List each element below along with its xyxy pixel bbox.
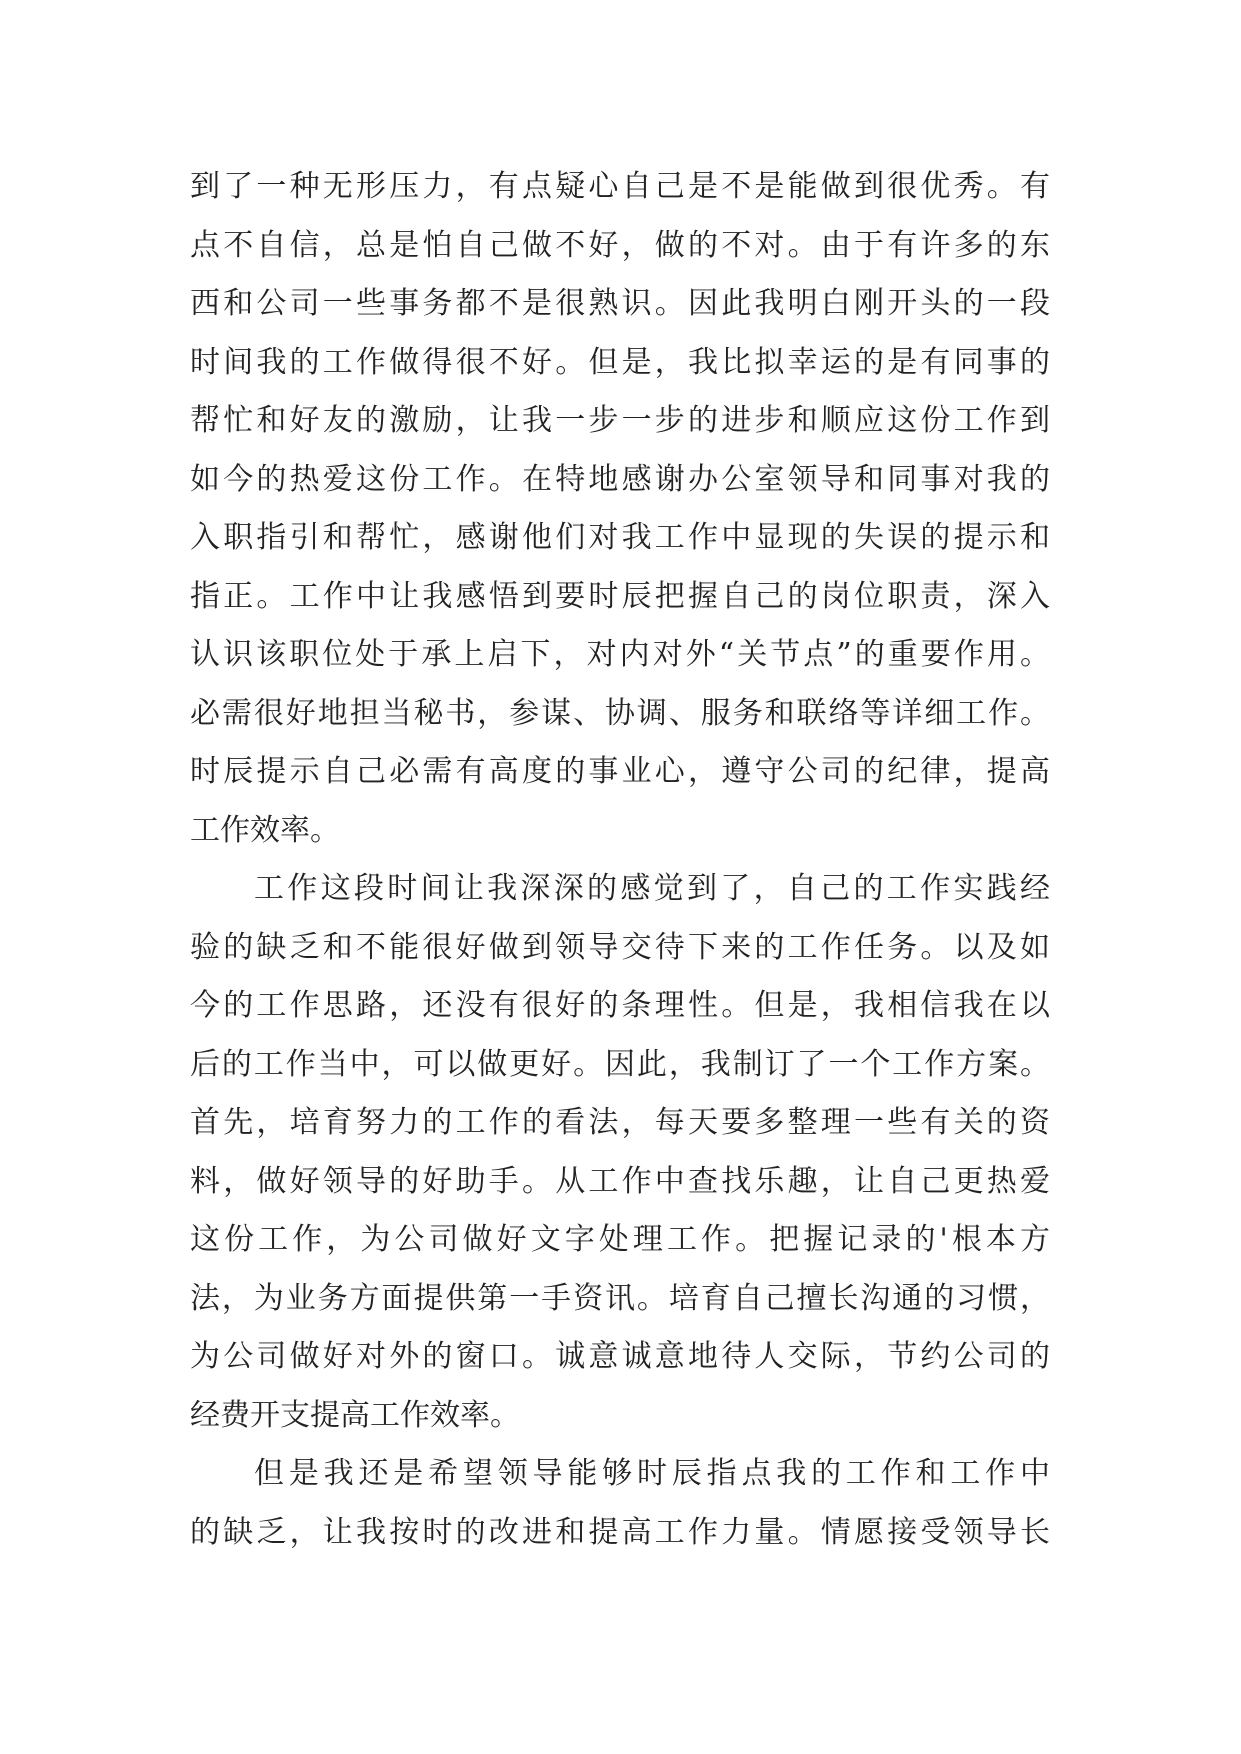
text-line: 后的工作当中，可以做更好。因此，我制订了一个工作方案。 [190,1046,1050,1082]
text-line: 这份工作，为公司做好文字处理工作。把握记录的'根本方 [190,1222,1050,1257]
text-line: 但是我还是希望领导能够时辰指点我的工作和工作中 [254,1456,1050,1491]
text-line: 法，为业务方面提供第一手资讯。培育自己擅长沟通的习惯， [190,1280,1050,1316]
text-line: 工作这段时间让我深深的感觉到了，自己的工作实践经 [254,871,1050,906]
text-line: 经费开支提高工作效率。 [190,1397,520,1433]
text-line: 首先，培育努力的工作的看法，每天要多整理一些有关的资 [190,1105,1050,1140]
text-line: 帮忙和好友的激励，让我一步一步的进步和顺应这份工作到 [190,403,1050,438]
text-line: 到了一种无形压力，有点疑心自己是不是能做到很优秀。有 [190,169,1050,204]
text-line: 西和公司一些事务都不是很熟识。因此我明白刚开头的一段 [190,286,1050,321]
text-line: 料，做好领导的好助手。从工作中查找乐趣，让自己更热爱 [190,1163,1050,1199]
text-line: 入职指引和帮忙，感谢他们对我工作中显现的失误的提示和 [190,520,1050,555]
text-line: 时间我的工作做得很不好。但是，我比拟幸运的是有同事的 [190,344,1050,380]
text-line: 为公司做好对外的窗口。诚意诚意地待人交际，节约公司的 [190,1339,1050,1374]
text-line: 点不自信，总是怕自己做不好，做的不对。由于有许多的东 [190,227,1050,263]
text-line: 认识该职位处于承上启下，对内对外“关节点”的重要作用。 [190,637,1050,672]
text-line: 的缺乏，让我按时的改进和提高工作力量。情愿接受领导长 [190,1514,1050,1550]
text-line: 验的缺乏和不能很好做到领导交待下来的工作任务。以及如 [190,929,1050,965]
text-line: 指正。工作中让我感悟到要时辰把握自己的岗位职责，深入 [190,578,1050,614]
text-line: 时辰提示自己必需有高度的事业心，遵守公司的纪律，提高 [190,754,1050,789]
text-line: 今的工作思路，还没有很好的条理性。但是，我相信我在以 [190,988,1050,1023]
text-line: 如今的热爱这份工作。在特地感谢办公室领导和同事对我的 [190,461,1050,497]
body-text [190,158,1050,1562]
text-line: 必需很好地担当秘书，参谋、协调、服务和联络等详细工作。 [190,695,1050,731]
text-line: 工作效率。 [190,812,340,848]
